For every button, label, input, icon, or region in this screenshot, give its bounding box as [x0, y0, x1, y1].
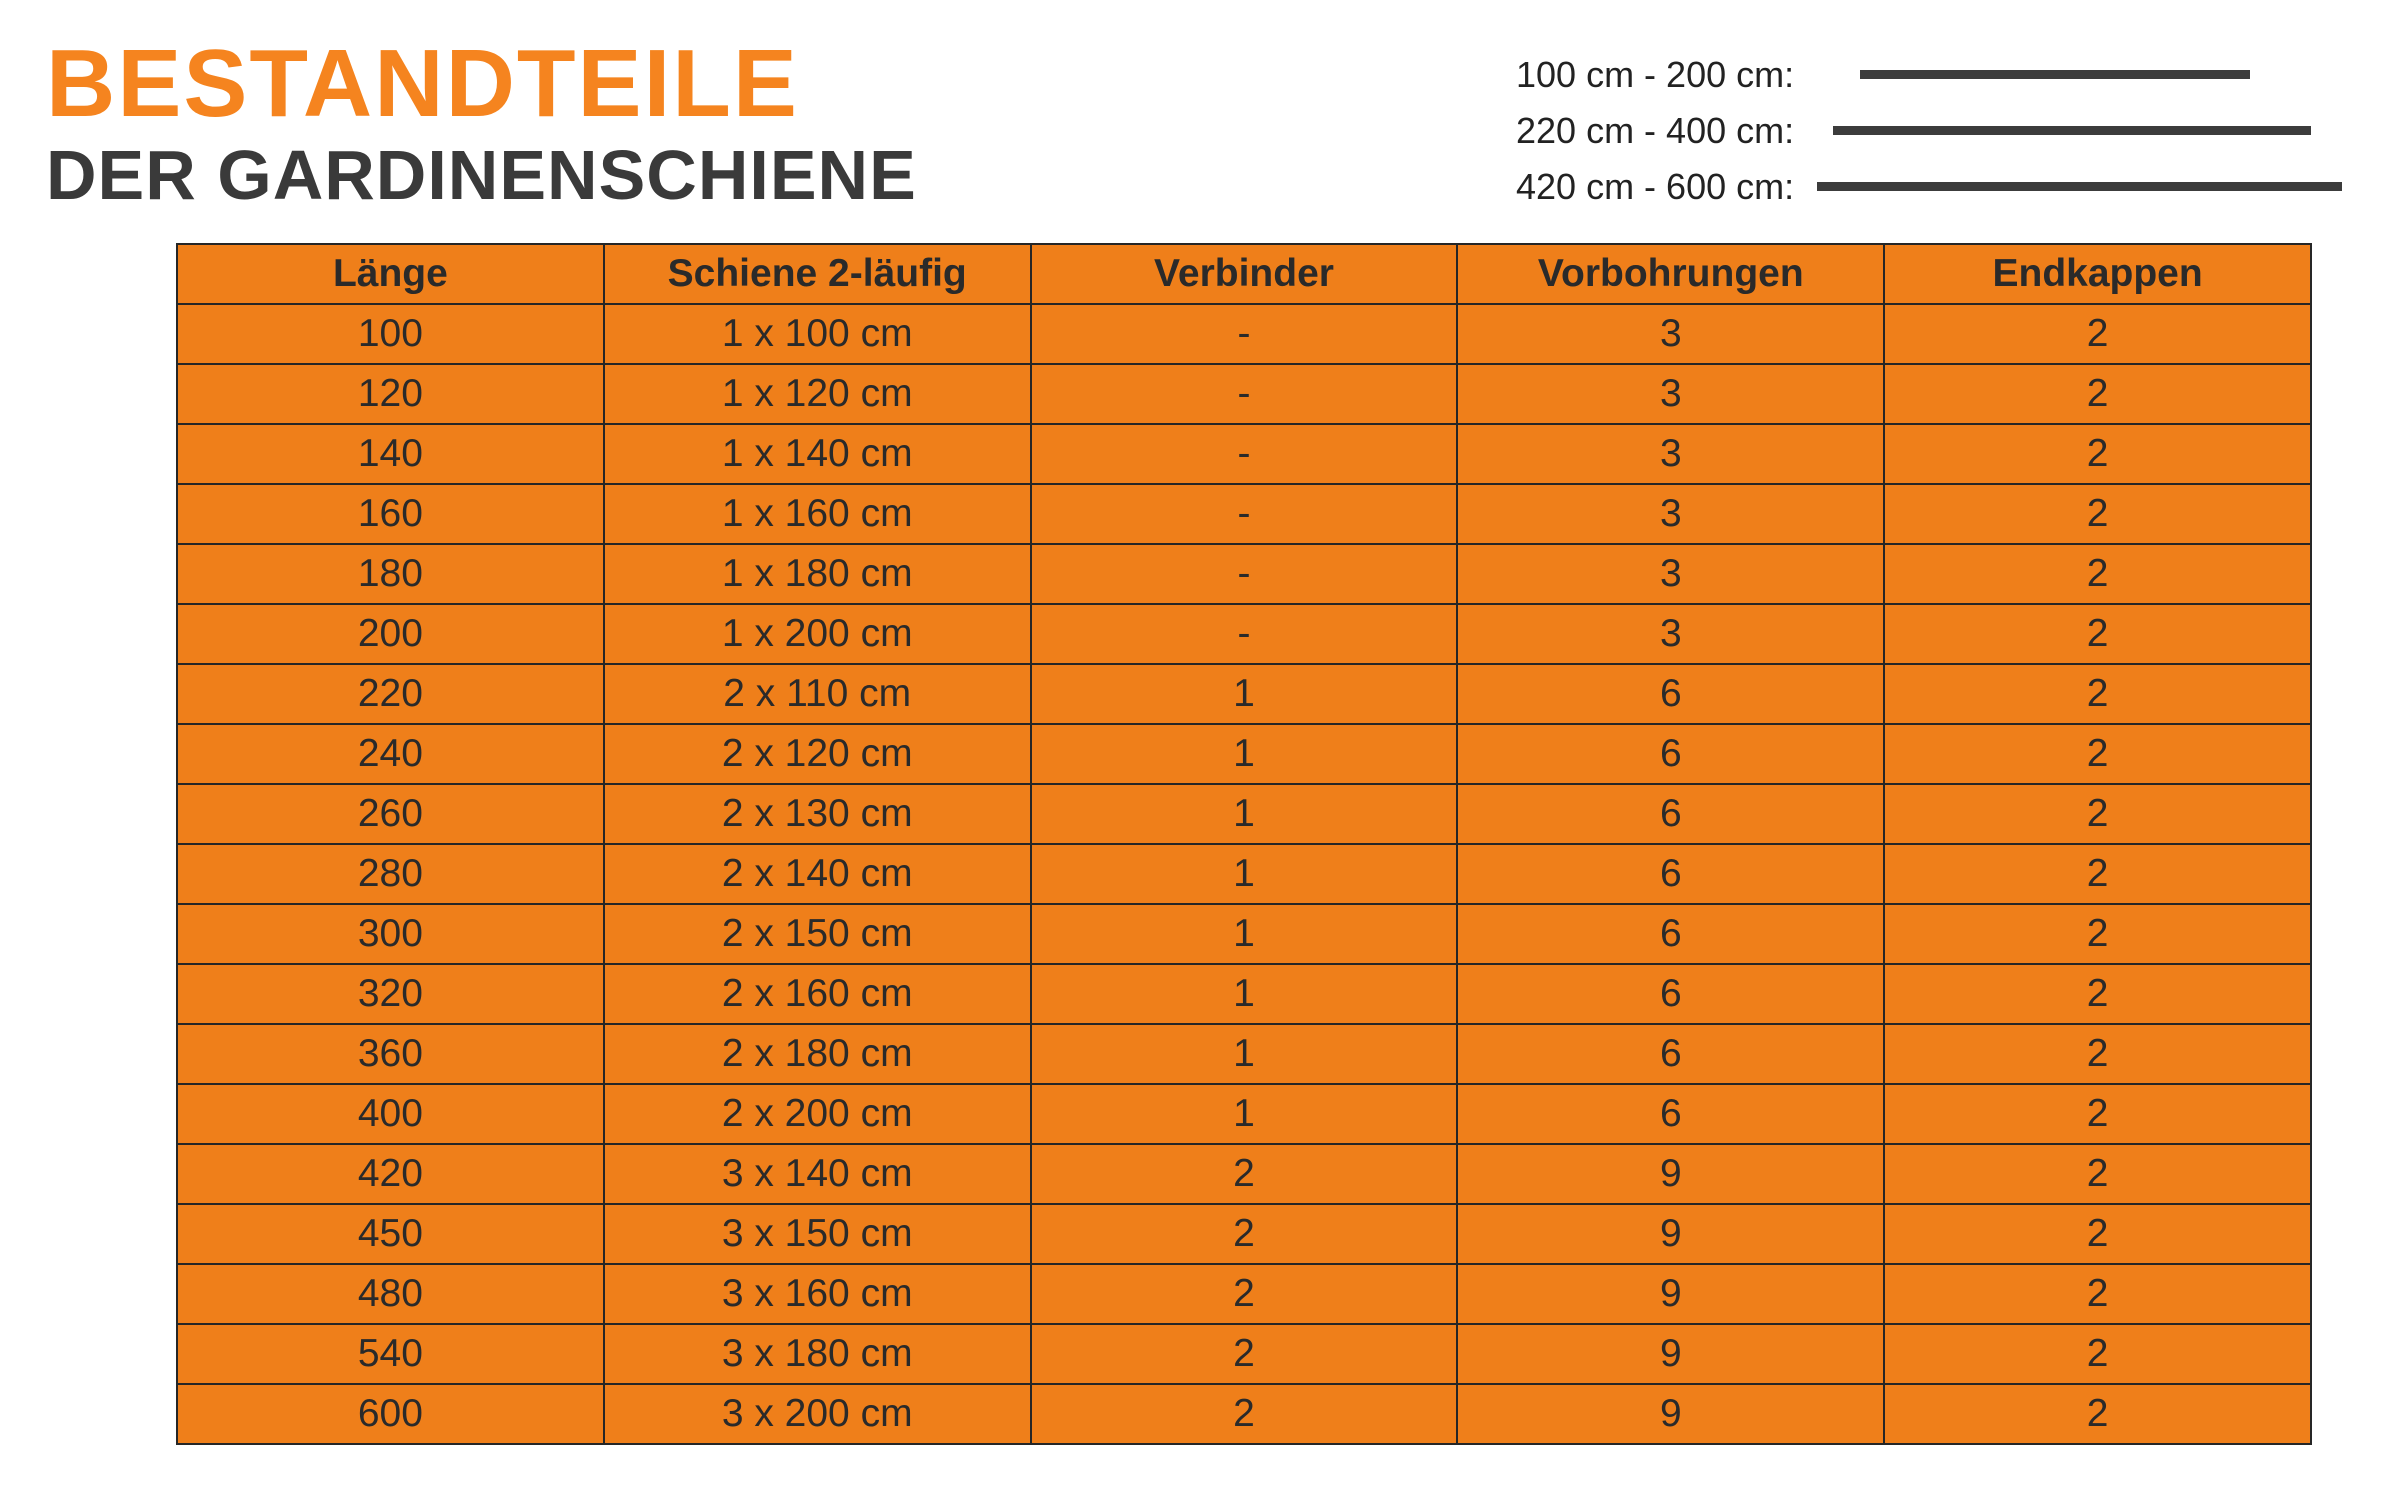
cell-schiene: 3 x 160 cm: [604, 1264, 1031, 1324]
rail-line-medium: [1833, 126, 2311, 135]
cell-vorbohrungen: 3: [1457, 364, 1884, 424]
cell-vorbohrungen: 9: [1457, 1144, 1884, 1204]
table-row: [177, 844, 2311, 904]
cell-schiene: 2 x 140 cm: [604, 844, 1031, 904]
cell-laenge: 600: [177, 1384, 604, 1444]
legend-row: [1516, 48, 2376, 104]
cell-endkappen: 2: [1884, 304, 2311, 364]
cell-verbinder: -: [1031, 364, 1458, 424]
cell-vorbohrungen: 6: [1457, 1084, 1884, 1144]
cell-endkappen: 2: [1884, 844, 2311, 904]
cell-laenge: 120: [177, 364, 604, 424]
cell-vorbohrungen: 6: [1457, 904, 1884, 964]
rail-legend: [1516, 48, 2376, 218]
cell-vorbohrungen: 6: [1457, 1024, 1884, 1084]
cell-laenge: 140: [177, 424, 604, 484]
table-row: [177, 1324, 2311, 1384]
table-row: [177, 604, 2311, 664]
cell-vorbohrungen: 9: [1457, 1264, 1884, 1324]
legend-row: [1516, 104, 2376, 160]
cell-schiene: 1 x 180 cm: [604, 544, 1031, 604]
cell-vorbohrungen: 6: [1457, 964, 1884, 1024]
cell-verbinder: 2: [1031, 1324, 1458, 1384]
cell-endkappen: 2: [1884, 1264, 2311, 1324]
table-row: [177, 544, 2311, 604]
cell-laenge: 480: [177, 1264, 604, 1324]
page-subtitle: DER GARDINENSCHIENE: [46, 136, 917, 214]
cell-endkappen: 2: [1884, 1084, 2311, 1144]
cell-schiene: 1 x 160 cm: [604, 484, 1031, 544]
cell-laenge: 280: [177, 844, 604, 904]
cell-vorbohrungen: 3: [1457, 424, 1884, 484]
cell-schiene: 2 x 160 cm: [604, 964, 1031, 1024]
cell-laenge: 180: [177, 544, 604, 604]
cell-schiene: 3 x 180 cm: [604, 1324, 1031, 1384]
cell-schiene: 3 x 150 cm: [604, 1204, 1031, 1264]
cell-endkappen: 2: [1884, 1384, 2311, 1444]
cell-laenge: 420: [177, 1144, 604, 1204]
cell-schiene: 2 x 180 cm: [604, 1024, 1031, 1084]
legend-label: 420 cm - 600 cm:: [1516, 166, 1795, 207]
table-row: [177, 1144, 2311, 1204]
cell-vorbohrungen: 6: [1457, 844, 1884, 904]
cell-endkappen: 2: [1884, 664, 2311, 724]
table-row: [177, 1084, 2311, 1144]
cell-vorbohrungen: 9: [1457, 1204, 1884, 1264]
cell-laenge: 320: [177, 964, 604, 1024]
table-row: [177, 1264, 2311, 1324]
cell-schiene: 1 x 200 cm: [604, 604, 1031, 664]
legend-row: [1516, 160, 2376, 216]
cell-vorbohrungen: 3: [1457, 304, 1884, 364]
table-row: [177, 1384, 2311, 1444]
cell-verbinder: 1: [1031, 784, 1458, 844]
cell-laenge: 240: [177, 724, 604, 784]
cell-verbinder: 1: [1031, 724, 1458, 784]
cell-schiene: 1 x 100 cm: [604, 304, 1031, 364]
cell-laenge: 260: [177, 784, 604, 844]
table-row: [177, 784, 2311, 844]
cell-vorbohrungen: 9: [1457, 1324, 1884, 1384]
table-row: [177, 664, 2311, 724]
table-body: [177, 304, 2311, 1444]
cell-verbinder: 1: [1031, 964, 1458, 1024]
table-row: [177, 904, 2311, 964]
cell-endkappen: 2: [1884, 784, 2311, 844]
cell-laenge: 160: [177, 484, 604, 544]
cell-verbinder: 2: [1031, 1204, 1458, 1264]
header-endkappen: Endkappen: [1884, 244, 2311, 304]
cell-verbinder: -: [1031, 424, 1458, 484]
cell-endkappen: 2: [1884, 724, 2311, 784]
cell-verbinder: -: [1031, 304, 1458, 364]
cell-schiene: 2 x 200 cm: [604, 1084, 1031, 1144]
components-table: [176, 243, 2312, 1445]
cell-vorbohrungen: 6: [1457, 784, 1884, 844]
cell-endkappen: 2: [1884, 904, 2311, 964]
header-schiene: Schiene 2-läufig: [604, 244, 1031, 304]
cell-endkappen: 2: [1884, 364, 2311, 424]
cell-laenge: 300: [177, 904, 604, 964]
cell-laenge: 360: [177, 1024, 604, 1084]
cell-verbinder: -: [1031, 604, 1458, 664]
cell-schiene: 2 x 120 cm: [604, 724, 1031, 784]
cell-vorbohrungen: 3: [1457, 604, 1884, 664]
table-header-row: [177, 244, 2311, 304]
cell-vorbohrungen: 6: [1457, 724, 1884, 784]
table-row: [177, 484, 2311, 544]
cell-verbinder: 1: [1031, 904, 1458, 964]
cell-verbinder: 2: [1031, 1264, 1458, 1324]
cell-vorbohrungen: 9: [1457, 1384, 1884, 1444]
page-title: BESTANDTEILE: [46, 30, 799, 137]
cell-verbinder: 1: [1031, 1024, 1458, 1084]
table-row: [177, 724, 2311, 784]
header-vorbohrungen: Vorbohrungen: [1457, 244, 1884, 304]
cell-vorbohrungen: 6: [1457, 664, 1884, 724]
cell-schiene: 2 x 110 cm: [604, 664, 1031, 724]
cell-laenge: 400: [177, 1084, 604, 1144]
cell-endkappen: 2: [1884, 1024, 2311, 1084]
cell-laenge: 200: [177, 604, 604, 664]
cell-verbinder: 2: [1031, 1384, 1458, 1444]
table-row: [177, 364, 2311, 424]
cell-laenge: 450: [177, 1204, 604, 1264]
cell-schiene: 3 x 140 cm: [604, 1144, 1031, 1204]
cell-vorbohrungen: 3: [1457, 484, 1884, 544]
cell-endkappen: 2: [1884, 604, 2311, 664]
cell-schiene: 2 x 130 cm: [604, 784, 1031, 844]
cell-schiene: 1 x 140 cm: [604, 424, 1031, 484]
table-row: [177, 964, 2311, 1024]
cell-schiene: 2 x 150 cm: [604, 904, 1031, 964]
cell-verbinder: 1: [1031, 664, 1458, 724]
cell-schiene: 1 x 120 cm: [604, 364, 1031, 424]
rail-line-short: [1860, 70, 2250, 79]
legend-label: 220 cm - 400 cm:: [1516, 110, 1795, 151]
cell-endkappen: 2: [1884, 484, 2311, 544]
cell-verbinder: 1: [1031, 1084, 1458, 1144]
cell-verbinder: 1: [1031, 844, 1458, 904]
cell-endkappen: 2: [1884, 1144, 2311, 1204]
cell-laenge: 220: [177, 664, 604, 724]
table-row: [177, 424, 2311, 484]
cell-endkappen: 2: [1884, 1204, 2311, 1264]
table-row: [177, 1204, 2311, 1264]
cell-vorbohrungen: 3: [1457, 544, 1884, 604]
rail-line-long: [1817, 182, 2342, 191]
cell-verbinder: 2: [1031, 1144, 1458, 1204]
cell-schiene: 3 x 200 cm: [604, 1384, 1031, 1444]
cell-verbinder: -: [1031, 484, 1458, 544]
legend-label: 100 cm - 200 cm:: [1516, 54, 1795, 95]
table-row: [177, 1024, 2311, 1084]
cell-endkappen: 2: [1884, 1324, 2311, 1384]
cell-laenge: 100: [177, 304, 604, 364]
cell-endkappen: 2: [1884, 544, 2311, 604]
cell-endkappen: 2: [1884, 964, 2311, 1024]
header-verbinder: Verbinder: [1031, 244, 1458, 304]
cell-laenge: 540: [177, 1324, 604, 1384]
cell-endkappen: 2: [1884, 424, 2311, 484]
header-laenge: Länge: [177, 244, 604, 304]
cell-verbinder: -: [1031, 544, 1458, 604]
table-row: [177, 304, 2311, 364]
